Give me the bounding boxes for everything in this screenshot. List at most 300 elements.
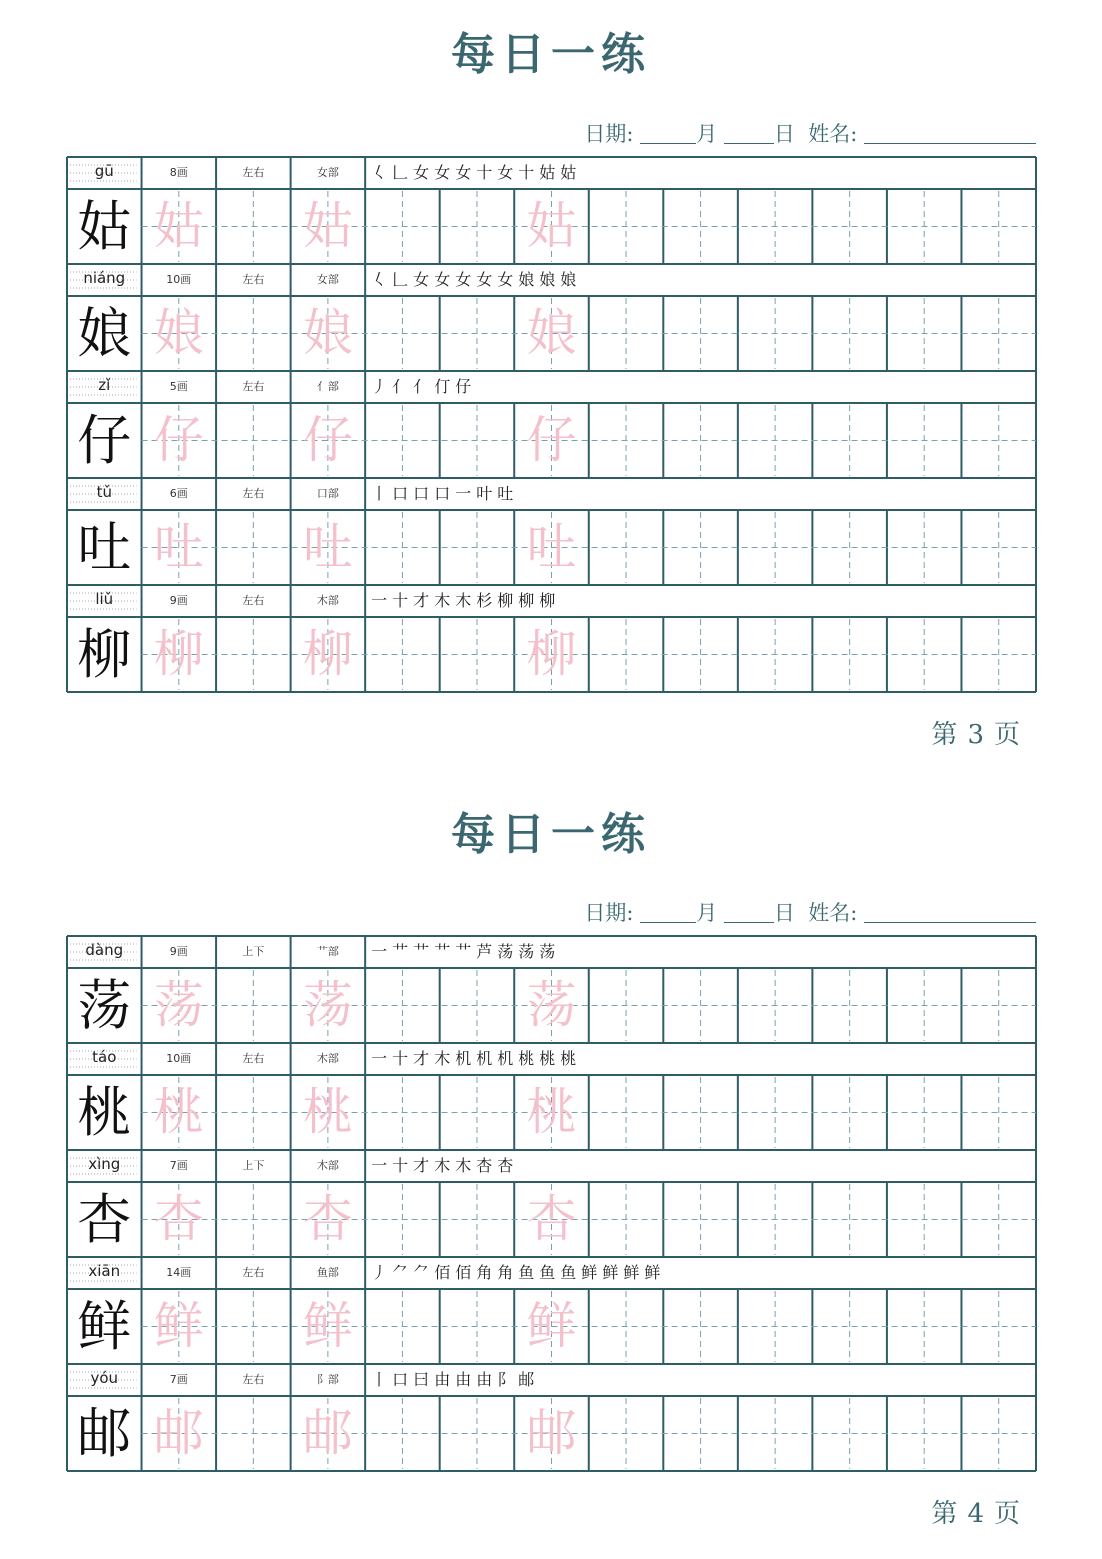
page-prefix: 第 bbox=[931, 720, 968, 750]
radical: 木部 bbox=[316, 1052, 339, 1065]
practice-cell[interactable] bbox=[440, 968, 515, 1043]
radical: 亻部 bbox=[316, 380, 339, 393]
trace-character: 姑 bbox=[153, 197, 204, 255]
stroke-step: 女 bbox=[476, 270, 498, 289]
trace-character: 仔 bbox=[153, 411, 204, 469]
trace-character: 桃 bbox=[153, 1083, 204, 1141]
practice-cell[interactable] bbox=[514, 189, 589, 264]
practice-cell[interactable] bbox=[961, 1396, 1036, 1471]
structure: 左右 bbox=[242, 1373, 265, 1386]
practice-cell[interactable] bbox=[663, 1396, 738, 1471]
trace-character: 邮 bbox=[153, 1404, 204, 1462]
practice-cell[interactable] bbox=[589, 296, 664, 371]
practice-cell[interactable] bbox=[663, 1182, 738, 1257]
practice-cell[interactable] bbox=[738, 1075, 813, 1150]
practice-cell[interactable] bbox=[961, 189, 1036, 264]
stroke-step: 由 bbox=[434, 1370, 456, 1389]
stroke-step: 机 bbox=[476, 1049, 498, 1068]
practice-cell[interactable] bbox=[291, 617, 366, 692]
stroke-step: 佰 bbox=[434, 1263, 456, 1282]
stroke-step: 𠃊 bbox=[392, 270, 414, 289]
trace-character: 桃 bbox=[526, 1083, 577, 1141]
stroke-step: 荡 bbox=[518, 942, 540, 961]
stroke-step: 荡 bbox=[539, 942, 561, 961]
day-blank[interactable] bbox=[724, 123, 774, 144]
practice-cell[interactable] bbox=[663, 1289, 738, 1364]
radical: 口部 bbox=[316, 487, 339, 500]
practice-cell[interactable] bbox=[291, 296, 366, 371]
practice-cell[interactable] bbox=[440, 617, 515, 692]
stroke-step: 机 bbox=[455, 1049, 477, 1068]
practice-cell[interactable] bbox=[216, 617, 291, 692]
stroke-step: 女十 bbox=[497, 163, 540, 182]
radical: 木部 bbox=[316, 594, 339, 607]
practice-cell[interactable] bbox=[738, 189, 813, 264]
trace-character: 仔 bbox=[526, 411, 577, 469]
practice-cell[interactable] bbox=[142, 617, 217, 692]
stroke-step: 十 bbox=[392, 1049, 414, 1068]
trace-character: 鲜 bbox=[153, 1297, 204, 1355]
stroke-step: 杉 bbox=[476, 591, 498, 610]
stroke-step: 丿 bbox=[371, 377, 393, 396]
trace-character: 荡 bbox=[302, 976, 353, 1034]
pinyin: xìng bbox=[88, 1155, 121, 1173]
structure: 左右 bbox=[242, 273, 265, 286]
model-character: 吐 bbox=[77, 516, 132, 579]
stroke-step: 口 bbox=[392, 1370, 414, 1389]
stroke-step: 杏 bbox=[497, 1156, 519, 1175]
practice-cell[interactable] bbox=[589, 1396, 664, 1471]
stroke-step: 木 bbox=[455, 591, 477, 610]
pinyin: liǔ bbox=[95, 590, 114, 608]
practice-cell[interactable] bbox=[216, 296, 291, 371]
practice-cell[interactable] bbox=[142, 403, 217, 478]
practice-cell[interactable] bbox=[961, 968, 1036, 1043]
stroke-step: 一 bbox=[371, 1156, 393, 1175]
pinyin: zǐ bbox=[98, 376, 111, 394]
trace-character: 杏 bbox=[302, 1190, 353, 1248]
practice-cell[interactable] bbox=[589, 1289, 664, 1364]
stroke-step: 桃 bbox=[539, 1049, 561, 1068]
pinyin: tǔ bbox=[96, 483, 112, 501]
pinyin: táo bbox=[92, 1048, 117, 1066]
practice-cell[interactable] bbox=[812, 296, 887, 371]
practice-cell[interactable] bbox=[142, 189, 217, 264]
practice-cell[interactable] bbox=[291, 1289, 366, 1364]
practice-cell[interactable] bbox=[365, 510, 440, 585]
trace-character: 桃 bbox=[302, 1083, 353, 1141]
stroke-step: 姑 bbox=[539, 163, 561, 182]
practice-cell[interactable] bbox=[142, 1075, 217, 1150]
stroke-step: 丨 bbox=[371, 484, 393, 503]
stroke-step: 鱼 bbox=[518, 1263, 540, 1282]
stroke-step: 桃 bbox=[518, 1049, 540, 1068]
practice-cell[interactable] bbox=[365, 1075, 440, 1150]
model-character: 柳 bbox=[77, 623, 132, 686]
practice-cell[interactable] bbox=[663, 189, 738, 264]
practice-cell[interactable] bbox=[216, 189, 291, 264]
structure: 左右 bbox=[242, 487, 265, 500]
practice-cell[interactable] bbox=[738, 296, 813, 371]
practice-cell[interactable] bbox=[663, 510, 738, 585]
practice-cell[interactable] bbox=[887, 403, 962, 478]
practice-cell[interactable] bbox=[887, 1289, 962, 1364]
stroke-step: 十 bbox=[392, 591, 414, 610]
practice-cell[interactable] bbox=[142, 296, 217, 371]
practice-cell[interactable] bbox=[514, 403, 589, 478]
stroke-step: 女 bbox=[434, 270, 456, 289]
practice-cell[interactable] bbox=[216, 510, 291, 585]
page-suffix: 页 bbox=[993, 720, 1030, 750]
stroke-step: 一 bbox=[371, 1049, 393, 1068]
practice-cell[interactable] bbox=[142, 1182, 217, 1257]
pinyin: gū bbox=[94, 162, 114, 180]
stroke-count: 8画 bbox=[169, 166, 188, 179]
month-blank[interactable] bbox=[640, 123, 696, 144]
structure: 左右 bbox=[242, 166, 265, 179]
practice-cell[interactable] bbox=[291, 1182, 366, 1257]
stroke-sequence bbox=[371, 157, 1032, 189]
practice-cell[interactable] bbox=[887, 296, 962, 371]
stroke-step: 杏 bbox=[476, 1156, 498, 1175]
stroke-sequence bbox=[371, 371, 1032, 403]
day-blank[interactable] bbox=[724, 902, 774, 923]
practice-cell[interactable] bbox=[216, 403, 291, 478]
practice-cell[interactable] bbox=[961, 510, 1036, 585]
stroke-count: 14画 bbox=[166, 1266, 192, 1279]
practice-cell[interactable] bbox=[365, 1396, 440, 1471]
stroke-step: 口 bbox=[392, 484, 414, 503]
practice-cell[interactable] bbox=[738, 1396, 813, 1471]
practice-cell[interactable] bbox=[514, 296, 589, 371]
practice-cell[interactable] bbox=[738, 403, 813, 478]
practice-cell[interactable] bbox=[216, 1289, 291, 1364]
stroke-step: 吐 bbox=[497, 484, 519, 503]
trace-character: 鲜 bbox=[526, 1297, 577, 1355]
stroke-step: 𠃊 bbox=[392, 163, 414, 182]
practice-cell[interactable] bbox=[812, 1289, 887, 1364]
practice-cell[interactable] bbox=[142, 968, 217, 1043]
trace-character: 姑 bbox=[302, 197, 353, 255]
practice-cell[interactable] bbox=[812, 617, 887, 692]
practice-cell[interactable] bbox=[589, 617, 664, 692]
page-number-value: 3 bbox=[967, 720, 994, 750]
practice-cell[interactable] bbox=[440, 403, 515, 478]
stroke-count: 9画 bbox=[169, 594, 188, 607]
practice-cell[interactable] bbox=[961, 1289, 1036, 1364]
trace-character: 邮 bbox=[526, 1404, 577, 1462]
pinyin: dàng bbox=[85, 941, 124, 959]
model-character: 桃 bbox=[77, 1081, 132, 1144]
stroke-sequence bbox=[371, 1364, 1032, 1396]
day-label: 日 bbox=[773, 901, 795, 925]
practice-cell[interactable] bbox=[738, 617, 813, 692]
practice-cell[interactable] bbox=[887, 1396, 962, 1471]
stroke-sequence bbox=[371, 1150, 1032, 1182]
practice-cell[interactable] bbox=[440, 510, 515, 585]
trace-character: 姑 bbox=[526, 197, 577, 255]
practice-cell[interactable] bbox=[514, 617, 589, 692]
practice-cell[interactable] bbox=[738, 510, 813, 585]
practice-cell[interactable] bbox=[216, 1182, 291, 1257]
stroke-sequence bbox=[371, 585, 1032, 617]
stroke-step: 木 bbox=[434, 591, 456, 610]
practice-cell[interactable] bbox=[887, 1182, 962, 1257]
practice-cell[interactable] bbox=[961, 403, 1036, 478]
stroke-step: 柳 bbox=[497, 591, 519, 610]
practice-cell[interactable] bbox=[365, 296, 440, 371]
trace-character: 鲜 bbox=[302, 1297, 353, 1355]
stroke-sequence bbox=[371, 264, 1032, 296]
practice-cell[interactable] bbox=[514, 968, 589, 1043]
stroke-step: 邮 bbox=[518, 1370, 540, 1389]
stroke-step: 女十 bbox=[455, 163, 498, 182]
practice-cell[interactable] bbox=[663, 968, 738, 1043]
practice-cell[interactable] bbox=[440, 1075, 515, 1150]
practice-cell[interactable] bbox=[961, 296, 1036, 371]
practice-cell[interactable] bbox=[291, 1075, 366, 1150]
practice-cell[interactable] bbox=[589, 1182, 664, 1257]
practice-cell[interactable] bbox=[961, 617, 1036, 692]
name-label: 姓名: bbox=[808, 122, 858, 146]
stroke-count: 10画 bbox=[166, 273, 192, 286]
stroke-step: 叶 bbox=[476, 484, 498, 503]
name-blank[interactable] bbox=[864, 123, 1036, 144]
practice-cell[interactable] bbox=[589, 1075, 664, 1150]
stroke-step: 柳 bbox=[518, 591, 540, 610]
month-label: 月 bbox=[696, 901, 718, 925]
radical: 鱼部 bbox=[316, 1266, 339, 1279]
practice-cell[interactable] bbox=[514, 1075, 589, 1150]
stroke-step: 才 bbox=[413, 1049, 435, 1068]
model-character: 仔 bbox=[77, 409, 132, 472]
stroke-step: 才 bbox=[413, 1156, 435, 1175]
stroke-step: ⺈ bbox=[413, 1263, 435, 1282]
practice-cell[interactable] bbox=[216, 968, 291, 1043]
practice-cell[interactable] bbox=[812, 1075, 887, 1150]
practice-cell[interactable] bbox=[142, 1396, 217, 1471]
practice-cell[interactable] bbox=[887, 510, 962, 585]
practice-cell[interactable] bbox=[365, 1289, 440, 1364]
stroke-step: 女 bbox=[413, 270, 435, 289]
practice-cell[interactable] bbox=[663, 1075, 738, 1150]
structure: 左右 bbox=[242, 380, 265, 393]
stroke-step: 口 bbox=[413, 484, 435, 503]
practice-cell[interactable] bbox=[514, 510, 589, 585]
stroke-step: 艹 bbox=[413, 942, 435, 961]
practice-cell[interactable] bbox=[812, 1182, 887, 1257]
trace-character: 柳 bbox=[302, 625, 353, 683]
practice-cell[interactable] bbox=[961, 1075, 1036, 1150]
stroke-step: 女 bbox=[413, 163, 435, 182]
practice-cell[interactable] bbox=[738, 1182, 813, 1257]
date-name-line bbox=[584, 897, 1036, 927]
trace-character: 邮 bbox=[302, 1404, 353, 1462]
practice-cell[interactable] bbox=[663, 403, 738, 478]
practice-cell[interactable] bbox=[812, 1396, 887, 1471]
month-label: 月 bbox=[696, 122, 718, 146]
pinyin: niáng bbox=[83, 269, 126, 287]
practice-cell[interactable] bbox=[440, 1289, 515, 1364]
practice-cell[interactable] bbox=[812, 403, 887, 478]
practice-cell[interactable] bbox=[440, 1182, 515, 1257]
practice-cell[interactable] bbox=[738, 1289, 813, 1364]
model-character: 邮 bbox=[77, 1402, 132, 1465]
stroke-sequence bbox=[371, 478, 1032, 510]
stroke-count: 5画 bbox=[169, 380, 188, 393]
practice-grid bbox=[66, 935, 1035, 1472]
practice-cell[interactable] bbox=[142, 1289, 217, 1364]
practice-cell[interactable] bbox=[440, 189, 515, 264]
trace-character: 柳 bbox=[526, 625, 577, 683]
practice-cell[interactable] bbox=[365, 617, 440, 692]
practice-cell[interactable] bbox=[589, 510, 664, 585]
trace-character: 柳 bbox=[153, 625, 204, 683]
stroke-step: 丨 bbox=[371, 1370, 393, 1389]
structure: 上下 bbox=[242, 1159, 265, 1172]
stroke-step: 仃 bbox=[434, 377, 456, 396]
page-suffix: 页 bbox=[993, 1499, 1030, 1529]
stroke-sequence bbox=[371, 1257, 1032, 1289]
practice-cell[interactable] bbox=[291, 1396, 366, 1471]
model-character: 姑 bbox=[77, 195, 132, 258]
radical: 女部 bbox=[316, 166, 339, 179]
practice-cell[interactable] bbox=[812, 968, 887, 1043]
stroke-step: 木 bbox=[434, 1156, 456, 1175]
structure: 左右 bbox=[242, 1266, 265, 1279]
stroke-count: 6画 bbox=[169, 487, 188, 500]
practice-cell[interactable] bbox=[440, 1396, 515, 1471]
structure: 左右 bbox=[242, 1052, 265, 1065]
stroke-step: 亻 bbox=[392, 377, 414, 396]
stroke-count: 9画 bbox=[169, 945, 188, 958]
date-label: 日期: bbox=[584, 122, 634, 146]
practice-cell[interactable] bbox=[291, 403, 366, 478]
trace-character: 娘 bbox=[526, 304, 577, 362]
practice-cell[interactable] bbox=[887, 1075, 962, 1150]
stroke-step: 鲜 bbox=[644, 1263, 666, 1282]
stroke-step: 木 bbox=[455, 1156, 477, 1175]
practice-cell[interactable] bbox=[887, 617, 962, 692]
radical: 艹部 bbox=[316, 945, 339, 958]
practice-cell[interactable] bbox=[961, 1182, 1036, 1257]
stroke-step: 角 bbox=[497, 1263, 519, 1282]
stroke-sequence bbox=[371, 936, 1032, 968]
stroke-step: 由 bbox=[455, 1370, 477, 1389]
stroke-step: 鱼 bbox=[560, 1263, 582, 1282]
page-prefix: 第 bbox=[931, 1499, 968, 1529]
practice-cell[interactable] bbox=[514, 1182, 589, 1257]
practice-cell[interactable] bbox=[887, 968, 962, 1043]
trace-character: 吐 bbox=[153, 518, 204, 576]
practice-cell[interactable] bbox=[812, 510, 887, 585]
stroke-step: 鲜 bbox=[581, 1263, 603, 1282]
stroke-step: 一 bbox=[371, 591, 393, 610]
stroke-step: 佰 bbox=[455, 1263, 477, 1282]
stroke-step: 艹 bbox=[392, 942, 414, 961]
model-character: 杏 bbox=[77, 1188, 132, 1251]
day-label: 日 bbox=[773, 122, 795, 146]
practice-cell[interactable] bbox=[142, 510, 217, 585]
trace-character: 娘 bbox=[302, 304, 353, 362]
practice-cell[interactable] bbox=[291, 510, 366, 585]
pinyin: yóu bbox=[90, 1369, 119, 1387]
page-number bbox=[931, 714, 1030, 751]
practice-cell[interactable] bbox=[589, 189, 664, 264]
practice-cell[interactable] bbox=[589, 968, 664, 1043]
stroke-step: 𡿨 bbox=[371, 163, 393, 182]
stroke-step: ⺈ bbox=[392, 1263, 414, 1282]
radical: 木部 bbox=[316, 1159, 339, 1172]
stroke-step: 机 bbox=[497, 1049, 519, 1068]
practice-cell[interactable] bbox=[291, 968, 366, 1043]
practice-cell[interactable] bbox=[663, 296, 738, 371]
stroke-step: 桃 bbox=[560, 1049, 582, 1068]
practice-cell[interactable] bbox=[365, 403, 440, 478]
practice-cell[interactable] bbox=[365, 1182, 440, 1257]
stroke-step: 柳 bbox=[539, 591, 561, 610]
practice-cell[interactable] bbox=[365, 189, 440, 264]
stroke-step: 亻 bbox=[413, 377, 435, 396]
stroke-step: 女 bbox=[455, 270, 477, 289]
trace-character: 杏 bbox=[153, 1190, 204, 1248]
month-blank[interactable] bbox=[640, 902, 696, 923]
stroke-step: 女 bbox=[497, 270, 519, 289]
practice-cell[interactable] bbox=[812, 189, 887, 264]
practice-cell[interactable] bbox=[514, 1396, 589, 1471]
trace-character: 杏 bbox=[526, 1190, 577, 1248]
page-title: 每日一练 bbox=[451, 809, 651, 860]
practice-cell[interactable] bbox=[887, 189, 962, 264]
practice-cell[interactable] bbox=[216, 1396, 291, 1471]
stroke-step: 艹 bbox=[434, 942, 456, 961]
model-character: 娘 bbox=[77, 302, 132, 365]
practice-cell[interactable] bbox=[663, 617, 738, 692]
stroke-step: 艹 bbox=[455, 942, 477, 961]
practice-cell[interactable] bbox=[514, 1289, 589, 1364]
stroke-count: 10画 bbox=[166, 1052, 192, 1065]
trace-character: 荡 bbox=[526, 976, 577, 1034]
stroke-step: 角 bbox=[476, 1263, 498, 1282]
stroke-step: 姑 bbox=[560, 163, 582, 182]
practice-cell[interactable] bbox=[738, 968, 813, 1043]
stroke-sequence bbox=[371, 1043, 1032, 1075]
model-character: 鲜 bbox=[77, 1295, 132, 1358]
practice-cell[interactable] bbox=[216, 1075, 291, 1150]
practice-cell[interactable] bbox=[291, 189, 366, 264]
stroke-step: 荡 bbox=[497, 942, 519, 961]
name-label: 姓名: bbox=[808, 901, 858, 925]
page-number bbox=[931, 1493, 1030, 1530]
stroke-step: 𡿨 bbox=[371, 270, 393, 289]
practice-cell[interactable] bbox=[365, 968, 440, 1043]
trace-character: 仔 bbox=[302, 411, 353, 469]
stroke-step: 芦 bbox=[476, 942, 498, 961]
stroke-step: 木 bbox=[434, 1049, 456, 1068]
practice-cell[interactable] bbox=[440, 296, 515, 371]
stroke-step: 才 bbox=[413, 591, 435, 610]
stroke-step: 仔 bbox=[455, 377, 477, 396]
name-blank[interactable] bbox=[864, 902, 1036, 923]
trace-character: 荡 bbox=[153, 976, 204, 1034]
page-title: 每日一练 bbox=[451, 29, 651, 80]
pinyin: xiān bbox=[88, 1262, 121, 1280]
stroke-count: 7画 bbox=[169, 1373, 188, 1386]
practice-grid bbox=[66, 156, 1035, 693]
practice-cell[interactable] bbox=[589, 403, 664, 478]
date-label: 日期: bbox=[584, 901, 634, 925]
stroke-count: 7画 bbox=[169, 1159, 188, 1172]
